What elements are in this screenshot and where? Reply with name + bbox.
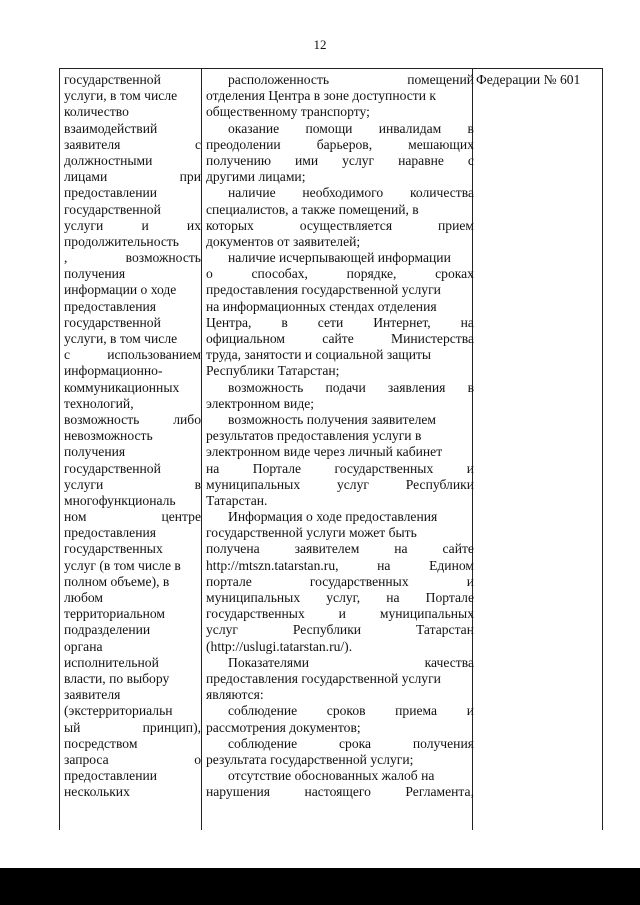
text-segment: предоставления государственной услуги <box>206 670 441 686</box>
middle-column-line <box>206 461 474 477</box>
left-column-line <box>64 671 201 687</box>
text-segment: преодолении <box>206 136 281 152</box>
text-segment: расположенность <box>228 72 330 87</box>
text-segment: количества <box>409 185 474 201</box>
scan-bottom-border <box>0 868 640 905</box>
text-segment: специалистов, а также помещений, в <box>206 201 419 217</box>
text-segment: многофункциональ <box>64 492 176 508</box>
text-segment: услуги, в том числе <box>64 331 178 346</box>
left-column-line <box>64 363 201 379</box>
left-column-line <box>64 509 201 525</box>
text-segment: муниципальных <box>379 606 474 622</box>
text-segment: наравне <box>398 152 444 168</box>
left-column-line <box>64 639 201 655</box>
text-segment: посредством <box>64 735 138 751</box>
left-column-line <box>64 380 201 396</box>
middle-column-line <box>206 671 474 687</box>
text-segment: услуг <box>336 476 369 492</box>
text-segment: в <box>467 120 474 136</box>
text-segment: Татарстан <box>415 622 474 638</box>
text-segment: ими <box>295 152 319 168</box>
left-column-line <box>64 768 201 784</box>
middle-column-line <box>206 639 474 655</box>
text-segment: срока <box>338 735 372 751</box>
text-segment: способах, <box>251 266 308 282</box>
text-segment: официальном <box>206 331 285 346</box>
text-segment: услуг (в том числе в <box>64 557 181 573</box>
text-segment: заявителя <box>64 687 121 703</box>
text-segment: власти, по выбору <box>64 670 170 686</box>
text-segment: получения <box>64 266 126 282</box>
left-column-line <box>64 347 201 363</box>
text-segment: услуг <box>206 622 238 638</box>
text-segment: подразделении <box>64 622 151 638</box>
text-segment: заявителя <box>64 136 121 152</box>
text-segment: заявителем <box>294 541 360 557</box>
text-segment: о <box>194 751 201 767</box>
text-segment: государственных <box>206 606 305 622</box>
text-segment: услуги, в том числе <box>64 88 178 104</box>
text-segment: возможность получения заявителем <box>228 411 437 427</box>
middle-column-line <box>206 590 474 606</box>
text-segment: получена <box>206 541 260 557</box>
middle-column-line <box>206 234 474 250</box>
text-segment: электронном виде; <box>206 395 315 411</box>
text-segment: территориальном <box>64 606 166 622</box>
text-segment: полном объеме), в <box>64 573 170 589</box>
text-segment: государственной <box>64 72 161 87</box>
middle-column-line <box>206 768 474 784</box>
text-segment: помощи <box>305 120 353 136</box>
text-segment: сайте <box>442 541 474 557</box>
left-column-line <box>64 444 201 460</box>
left-column-line <box>64 412 201 428</box>
middle-column-line <box>206 380 474 396</box>
text-segment: невозможность <box>64 428 153 444</box>
text-segment: государственных <box>309 573 409 589</box>
text-segment: лицами <box>64 169 108 185</box>
text-segment: нескольких <box>64 784 130 800</box>
text-segment: муниципальных <box>206 476 301 492</box>
middle-column-line <box>206 153 474 169</box>
text-segment: Регламента, <box>405 784 474 800</box>
text-segment: либо <box>173 411 201 427</box>
left-column-line <box>64 266 201 282</box>
text-segment: , <box>64 250 68 266</box>
middle-column-line <box>206 428 474 444</box>
text-segment: должностными <box>64 152 153 168</box>
left-column-line <box>64 736 201 752</box>
left-column-line <box>64 687 201 703</box>
text-segment: предоставлении <box>64 185 158 201</box>
middle-column-line <box>206 493 474 509</box>
middle-column-line <box>206 622 474 638</box>
text-segment: получению <box>206 152 272 168</box>
middle-column-line <box>206 218 474 234</box>
left-column-line <box>64 606 201 622</box>
left-column-line <box>64 282 201 298</box>
text-segment: государственной услуги может быть <box>206 525 417 541</box>
text-segment: отделения Центра в зоне доступности к <box>206 88 436 104</box>
text-segment: государственных <box>334 460 434 476</box>
left-column-line <box>64 574 201 590</box>
text-segment: наличие <box>228 185 276 201</box>
left-column-line <box>64 541 201 557</box>
text-segment: в <box>281 314 288 330</box>
text-segment: Портале <box>425 590 474 605</box>
text-segment: о <box>206 266 213 282</box>
middle-column-line <box>206 121 474 137</box>
left-column-line <box>64 558 201 574</box>
text-segment: и <box>466 573 474 589</box>
text-segment: исполнительной <box>64 654 159 670</box>
left-column-line <box>64 428 201 444</box>
text-segment: услуги <box>64 476 104 492</box>
middle-column-line <box>206 185 474 201</box>
left-column-line <box>64 752 201 768</box>
left-column-line <box>64 461 201 477</box>
text-segment: возможность <box>228 379 304 395</box>
text-segment: взаимодействий <box>64 120 158 136</box>
left-column-line <box>64 477 201 493</box>
middle-column-line <box>206 363 474 379</box>
text-segment: соблюдение <box>228 735 298 751</box>
text-segment: государственной <box>64 201 161 217</box>
text-segment: возможность <box>125 250 201 266</box>
text-segment: Федерации № 601 <box>476 72 581 87</box>
text-segment: на <box>460 314 474 330</box>
text-segment: центре <box>161 509 201 525</box>
text-segment: получения <box>64 444 126 460</box>
indicator-name-column <box>64 72 201 800</box>
text-segment: и <box>338 606 346 622</box>
middle-column-line <box>206 655 474 671</box>
text-segment: на <box>386 590 400 605</box>
text-segment: документов от заявителей; <box>206 233 361 249</box>
text-segment: информационно- <box>64 363 163 379</box>
middle-column-line <box>206 137 474 153</box>
middle-column-line <box>206 412 474 428</box>
middle-column-line <box>206 88 474 104</box>
middle-column-line <box>206 444 474 460</box>
middle-column-line <box>206 396 474 412</box>
text-segment: сроках <box>435 266 474 282</box>
text-segment: технологий, <box>64 395 134 411</box>
text-segment: качества <box>424 654 474 670</box>
text-segment: Республики <box>292 622 362 638</box>
indicator-description-column <box>206 72 474 800</box>
left-column-line <box>64 784 201 800</box>
text-segment: прием <box>438 217 474 233</box>
text-segment: труда, занятости и социальной защиты <box>206 347 432 363</box>
text-segment: государственных <box>64 541 163 557</box>
text-segment: отсутствие обоснованных жалоб на <box>228 768 435 784</box>
text-segment: получения <box>412 735 474 751</box>
text-segment: с <box>194 136 201 152</box>
middle-column-line <box>206 541 474 557</box>
middle-column-line <box>206 525 474 541</box>
left-column-line <box>64 655 201 671</box>
text-segment: ном <box>64 509 87 525</box>
middle-column-line <box>206 477 474 493</box>
left-column-line <box>64 121 201 137</box>
text-segment: использованием <box>107 347 201 363</box>
left-column-line <box>64 153 201 169</box>
text-segment: на информационных стендах отделения <box>206 298 437 314</box>
middle-column-line <box>206 606 474 622</box>
text-segment: общественному транспорту; <box>206 104 370 120</box>
left-column-line <box>64 315 201 331</box>
text-segment: любом <box>64 590 103 605</box>
left-column-line <box>64 234 201 250</box>
text-segment: настоящего <box>304 784 371 800</box>
text-segment: портале <box>206 573 252 589</box>
left-column-line <box>64 703 201 719</box>
left-column-line <box>64 104 201 120</box>
text-segment: в <box>467 379 474 395</box>
text-segment: осуществляется <box>299 217 393 233</box>
middle-column-line <box>206 558 474 574</box>
text-segment: результатов предоставления услуги в <box>206 428 422 444</box>
text-segment: их <box>186 217 201 233</box>
text-segment: сети <box>317 314 344 330</box>
text-segment: с <box>64 347 71 363</box>
text-segment: при <box>179 169 201 185</box>
column-divider-1 <box>201 69 202 830</box>
text-segment: заявления <box>387 379 446 395</box>
text-segment: на <box>377 557 391 573</box>
middle-column-line <box>206 299 474 315</box>
left-column-line <box>64 331 201 347</box>
text-segment: на <box>206 460 220 476</box>
text-segment: с <box>467 152 474 168</box>
text-segment: соблюдение <box>228 703 298 719</box>
text-segment: предоставления <box>64 525 157 541</box>
text-segment: количество <box>64 104 129 120</box>
text-segment: Татарстан. <box>206 492 268 508</box>
text-segment: Министерства <box>391 331 474 346</box>
text-segment: Интернет, <box>373 314 431 330</box>
text-segment: Портале <box>252 460 302 476</box>
middle-column-line <box>206 687 474 703</box>
text-segment: (http://uslugi.tatarstan.ru/). <box>206 638 353 654</box>
middle-column-line <box>206 266 474 282</box>
text-segment: предоставления <box>64 298 157 314</box>
middle-column-line <box>206 104 474 120</box>
middle-column-line <box>206 574 474 590</box>
text-segment: рассмотрения документов; <box>206 719 361 735</box>
text-segment: помещений <box>407 72 474 87</box>
middle-column-line <box>206 202 474 218</box>
middle-column-line <box>206 250 474 266</box>
text-segment: возможность <box>64 411 140 427</box>
left-column-line <box>64 299 201 315</box>
text-segment: наличие исчерпывающей информации <box>228 250 451 266</box>
text-segment: органа <box>64 638 103 654</box>
middle-column-line <box>206 347 474 363</box>
text-segment: оказание <box>228 120 280 136</box>
text-segment: в <box>194 476 201 492</box>
text-segment: услуг, <box>326 590 361 605</box>
left-column-line <box>64 72 201 88</box>
text-segment: электронном виде через личный кабинет <box>206 444 443 460</box>
regulation-table <box>59 68 603 830</box>
middle-column-line <box>206 169 474 185</box>
text-segment: муниципальных <box>206 590 301 605</box>
left-column-line <box>64 202 201 218</box>
text-segment: государственной <box>64 460 161 476</box>
text-segment: принцип), <box>142 719 201 735</box>
text-segment: Едином <box>429 557 474 573</box>
page-number: 12 <box>313 37 327 52</box>
text-segment: предоставления государственной услуги <box>206 282 441 298</box>
text-segment: Центра, <box>206 314 252 330</box>
text-segment: на <box>394 541 408 557</box>
middle-column-line <box>206 720 474 736</box>
text-segment: нарушения <box>206 784 271 800</box>
left-column-line <box>64 720 201 736</box>
middle-column-line <box>206 331 474 347</box>
text-segment: и <box>466 703 474 719</box>
text-segment: и <box>466 460 474 476</box>
text-segment: и <box>141 217 149 233</box>
middle-column-line <box>206 315 474 331</box>
text-segment: услуг <box>342 152 375 168</box>
middle-column-line <box>206 784 474 800</box>
text-segment: другими лицами; <box>206 169 306 185</box>
text-segment: продолжительность <box>64 233 180 249</box>
left-column-line <box>64 493 201 509</box>
text-segment: Показателями <box>228 654 309 670</box>
middle-column-line <box>206 72 474 88</box>
text-segment: мешающих <box>408 136 474 152</box>
text-segment: сроков <box>326 703 366 719</box>
left-column-line <box>64 250 201 266</box>
text-segment: Республики <box>405 476 474 492</box>
left-column-line <box>64 88 201 104</box>
left-column-line <box>64 169 201 185</box>
text-segment: результата государственной услуги; <box>206 751 414 767</box>
left-column-line <box>64 622 201 638</box>
text-segment: порядке, <box>346 266 397 282</box>
text-segment: коммуникационных <box>64 379 180 395</box>
text-segment: приема <box>395 703 438 719</box>
middle-column-line <box>206 752 474 768</box>
right-column-line <box>476 72 600 88</box>
middle-column-line <box>206 703 474 719</box>
text-segment: инвалидам <box>378 120 442 136</box>
text-segment: государственной <box>64 314 161 330</box>
text-segment: сайте <box>322 331 354 346</box>
text-segment: которых <box>206 217 254 233</box>
left-column-line <box>64 185 201 201</box>
text-segment: необходимого <box>302 185 384 201</box>
text-segment: Республики Татарстан; <box>206 363 340 379</box>
middle-column-line <box>206 736 474 752</box>
left-column-line <box>64 590 201 606</box>
middle-column-line <box>206 509 474 525</box>
text-segment: Информация о ходе предоставления <box>228 509 438 525</box>
text-segment: подачи <box>325 379 366 395</box>
text-segment: являются: <box>206 687 264 703</box>
left-column-line <box>64 396 201 412</box>
middle-column-line <box>206 282 474 298</box>
text-segment: предоставлении <box>64 768 158 784</box>
normative-reference-column <box>476 72 600 88</box>
text-segment: информации о ходе <box>64 282 177 298</box>
text-segment: запроса <box>64 751 109 767</box>
left-column-line <box>64 137 201 153</box>
text-segment: барьеров, <box>316 136 373 152</box>
text-segment: (экстерриториальн <box>64 703 173 719</box>
text-segment: http://mtszn.tatarstan.ru, <box>206 557 339 573</box>
text-segment: услуги <box>64 217 104 233</box>
text-segment: ый <box>64 719 81 735</box>
left-column-line <box>64 525 201 541</box>
left-column-line <box>64 218 201 234</box>
